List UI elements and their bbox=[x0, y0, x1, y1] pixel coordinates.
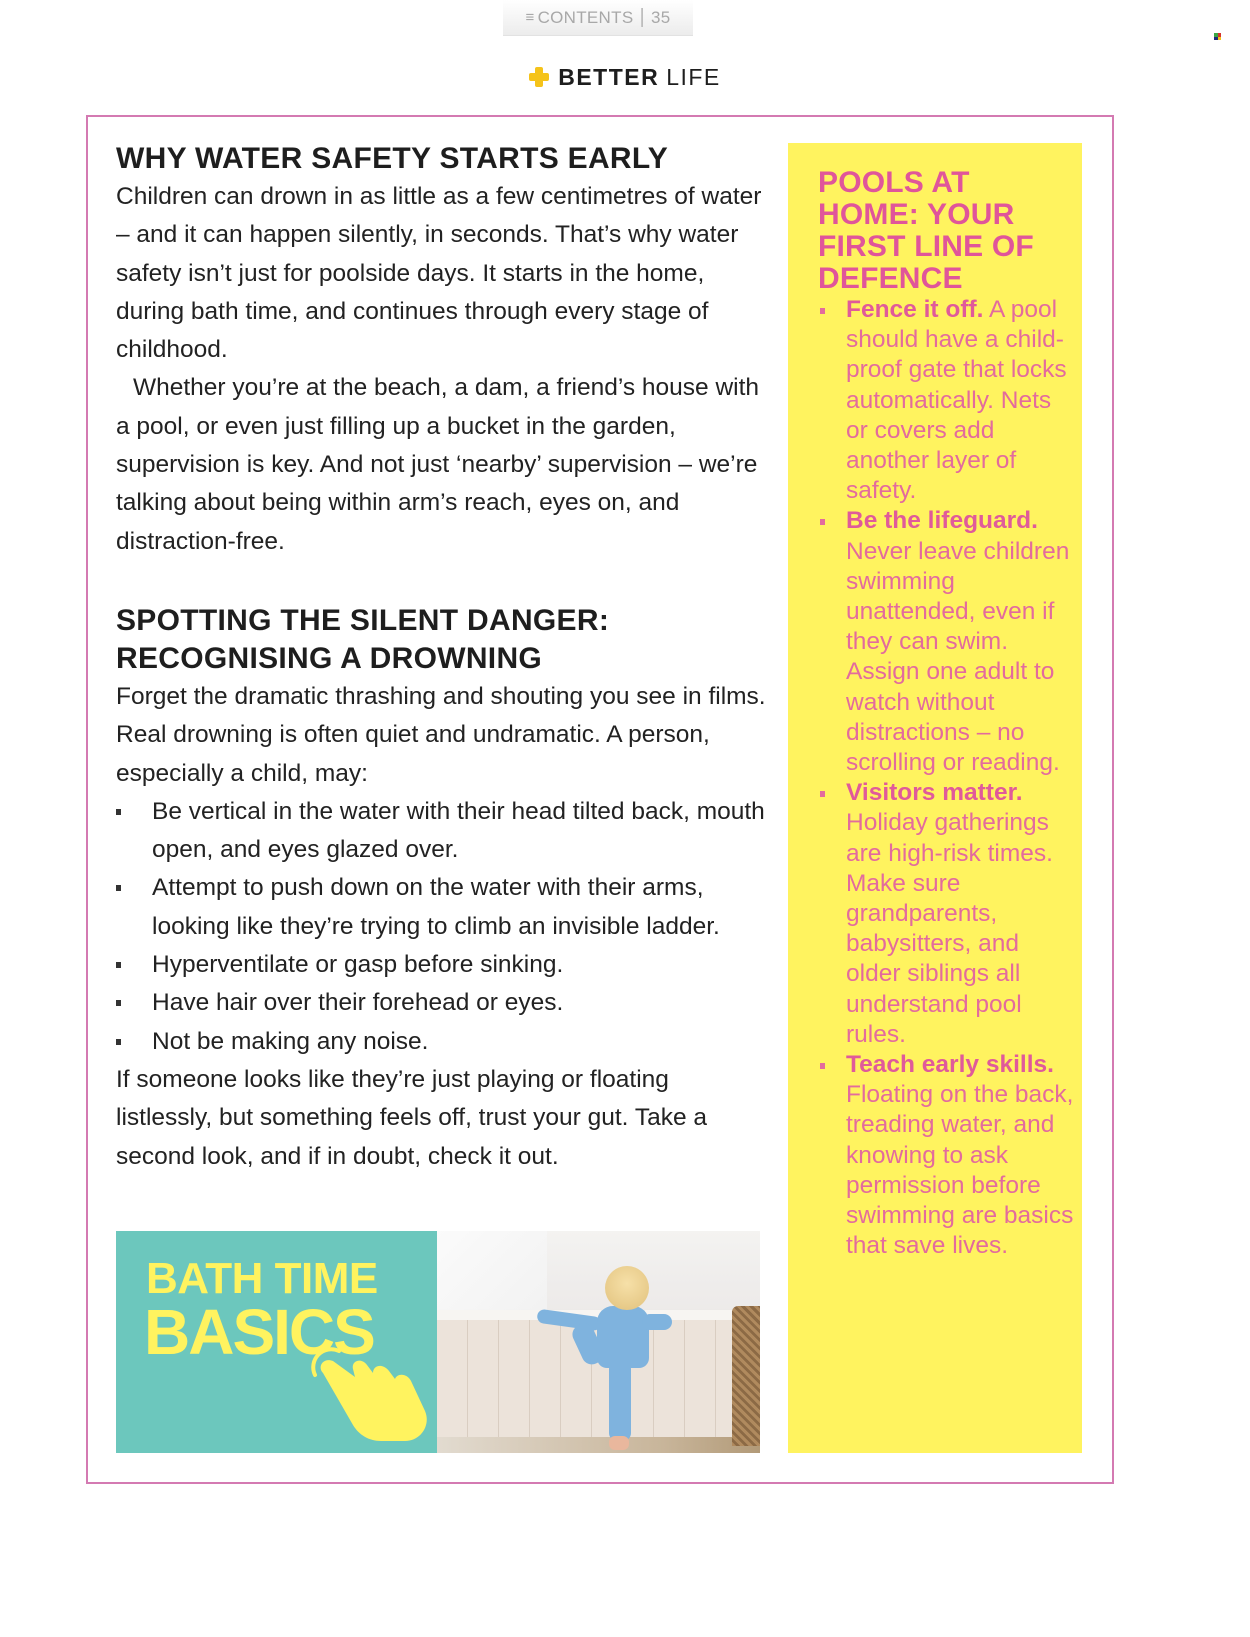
drowning-signs-list bbox=[116, 793, 766, 1061]
separator: | bbox=[639, 6, 645, 28]
page-number: 35 bbox=[650, 7, 671, 27]
plus-cross-icon bbox=[529, 67, 549, 87]
list-item: Attempt to push down on the water with their arms, looking like they’re trying to climb an invisible ladder. bbox=[116, 869, 766, 946]
toddler bbox=[605, 1266, 649, 1310]
bullet-icon bbox=[116, 809, 121, 815]
paragraph-intro: Children can drown in as little as a few centimetres of water – and it can happen silently, in seconds. That’s why water safety isn’t just for poolside days. It starts in the home, during bath time, and continues through every stage of childhood. bbox=[116, 183, 762, 364]
paragraph-trust-gut: If someone looks like they’re just playing or floating listlessly, but something feels off, trust your gut. Take a second look, and if in doubt, check it out. bbox=[116, 1065, 708, 1170]
paragraph-supervision: Whether you’re at the beach, a dam, a friend’s house with a pool, or even just filling up a bucket in the garden, supervision is key. And not just ‘nearby’ supervision – we’re talking about being within arm’s reach, eyes on, and distraction-free. bbox=[116, 374, 760, 555]
brand-logo-icon bbox=[1214, 33, 1221, 40]
heading-spotting-danger: SPOTTING THE SILENT DANGER: RECOGNISING A DROWNING bbox=[116, 603, 610, 675]
bullet-icon bbox=[116, 1000, 121, 1006]
banner-title-line1: BATH TIME bbox=[146, 1254, 378, 1303]
list-item: Be vertical in the water with their head tilted back, mouth open, and eyes glazed over. bbox=[116, 793, 766, 870]
heading-why-water-safety: WHY WATER SAFETY STARTS EARLY bbox=[116, 142, 669, 175]
bullet-icon bbox=[820, 519, 825, 525]
bullet-icon bbox=[820, 791, 825, 797]
list-item: Not be making any noise. bbox=[116, 1023, 766, 1061]
article-body bbox=[116, 140, 766, 1176]
bullet-icon bbox=[116, 1039, 121, 1045]
section-header bbox=[0, 62, 1250, 92]
contents-button[interactable] bbox=[503, 0, 693, 36]
bath-time-basics-link[interactable] bbox=[116, 1231, 760, 1453]
section-title-light: LIFE bbox=[666, 63, 721, 90]
pool-tips-list bbox=[818, 295, 1078, 1262]
list-item: Teach early skills. Floating on the back, treading water, and knowing to ask permission before swimming are basics that save lives. bbox=[818, 1050, 1078, 1261]
bullet-icon bbox=[116, 962, 121, 968]
wicker-chair bbox=[732, 1306, 760, 1446]
menu-icon: ≡ bbox=[525, 9, 535, 26]
sidebar-heading: POOLS AT HOME: YOUR FIRST LINE OF DEFENCE bbox=[818, 166, 1034, 295]
paragraph-drowning-intro: Forget the dramatic thrashing and shouting you see in films. Real drowning is often quiet and undramatic. A person, especially a child, may: bbox=[116, 682, 766, 787]
toddler-bath-photo bbox=[437, 1231, 760, 1453]
bullet-icon bbox=[116, 885, 121, 891]
pointing-hand-icon bbox=[293, 1333, 433, 1443]
contents-label: CONTENTS bbox=[537, 7, 634, 27]
bullet-icon bbox=[820, 308, 825, 314]
section-title-bold: BETTER bbox=[558, 63, 660, 90]
list-item: Have hair over their forehead or eyes. bbox=[116, 984, 766, 1022]
pools-sidebar bbox=[788, 143, 1082, 1453]
list-item: Hyperventilate or gasp before sinking. bbox=[116, 946, 766, 984]
list-item: Visitors matter. Holiday gatherings are high-risk times. Make sure grandparents, babysitters, and older siblings all understand pool rules. bbox=[818, 778, 1078, 1050]
bullet-icon bbox=[820, 1063, 825, 1069]
banner-title-line2: BASICS bbox=[144, 1296, 374, 1368]
list-item: Fence it off. A pool should have a child-proof gate that locks automatically. Nets or covers add another layer of safety. bbox=[818, 295, 1078, 506]
list-item: Be the lifeguard. Never leave children swimming unattended, even if they can swim. Assign one adult to watch without distractions – no scrolling or reading. bbox=[818, 506, 1078, 778]
